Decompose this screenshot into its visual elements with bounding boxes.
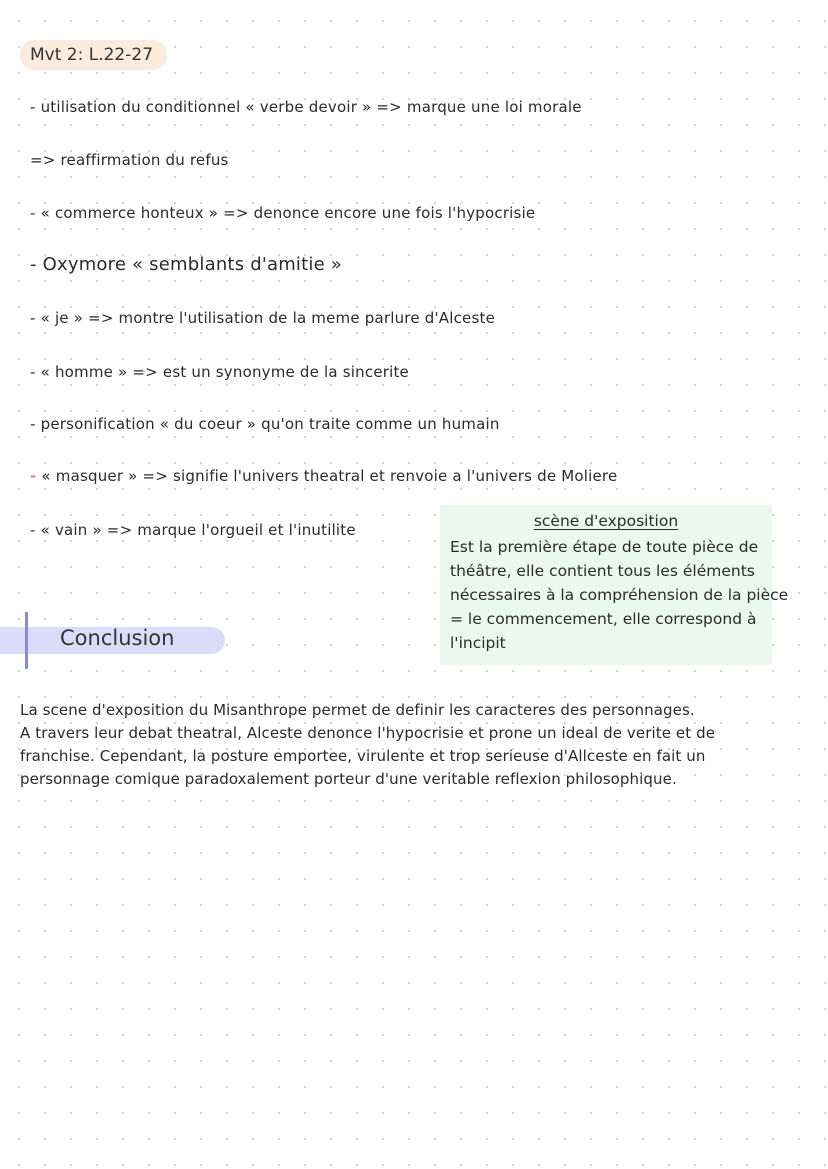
bullet-dash: - (30, 363, 36, 381)
definition-line: théâtre, elle contient tous les éléments (450, 562, 755, 580)
definition-line: = le commencement, elle correspond à (450, 610, 757, 628)
conclusion-line: La scene d'exposition du Misanthrope permet de definir les caracteres des personnages. (20, 701, 695, 719)
note-line-9 (30, 521, 356, 539)
note-text: « vain » => marque l'orgueil et l'inutilite (40, 521, 356, 539)
note-line-1 (30, 98, 582, 116)
definition-line: nécessaires à la compréhension de la pièce (450, 586, 789, 604)
bullet-dash: - (30, 415, 36, 433)
conclusion-line: A travers leur debat theatral, Alceste denonce l'hypocrisie et prone un ideal de verite et de (20, 724, 716, 742)
note-text: Oxymore « semblants d'amitie » (42, 254, 342, 275)
conclusion-marker (25, 612, 28, 669)
bullet-dash: - (30, 521, 36, 539)
conclusion-line: personnage comique paradoxalement porteur d'une veritable reflexion philosophique. (20, 770, 677, 788)
bullet-dash-highlighted: - (30, 467, 37, 485)
bullet-dash: - (30, 254, 37, 275)
note-text: personification « du coeur » qu'on traite comme un humain (40, 415, 500, 433)
note-text: « homme » => est un synonyme de la sincerite (40, 363, 409, 381)
bullet-dash: - (30, 309, 36, 327)
note-line-4 (30, 254, 342, 275)
definition-box (440, 505, 789, 665)
section-heading: Mvt 2: L.22-27 (20, 40, 167, 70)
definition-line: l'incipit (450, 634, 506, 652)
note-line-6 (30, 363, 409, 381)
note-line-5 (30, 309, 495, 327)
definition-title: scène d'exposition (533, 512, 679, 530)
note-line-7 (30, 415, 500, 433)
note-text: « je » => montre l'utilisation de la meme parlure d'Alceste (40, 309, 496, 327)
note-text: « commerce honteux » => denonce encore une fois l'hypocrisie (40, 204, 536, 222)
note-text: => reaffirmation du refus (30, 151, 229, 169)
conclusion-title: Conclusion (60, 626, 175, 650)
note-text: « masquer » => signifie l'univers theatral et renvoie a l'univers de Moliere (41, 467, 618, 485)
bullet-dash: - (30, 204, 36, 222)
note-text: utilisation du conditionnel « verbe devoir » => marque une loi morale (40, 98, 582, 116)
conclusion-line: franchise. Cependant, la posture emportee, virulente et trop serieuse d'Allceste en fait un (20, 747, 706, 765)
definition-line: Est la première étape de toute pièce de (450, 538, 759, 556)
note-line-2 (30, 151, 229, 169)
bullet-dash: - (30, 98, 36, 116)
note-line-8 (30, 467, 617, 485)
note-line-3 (30, 204, 535, 222)
